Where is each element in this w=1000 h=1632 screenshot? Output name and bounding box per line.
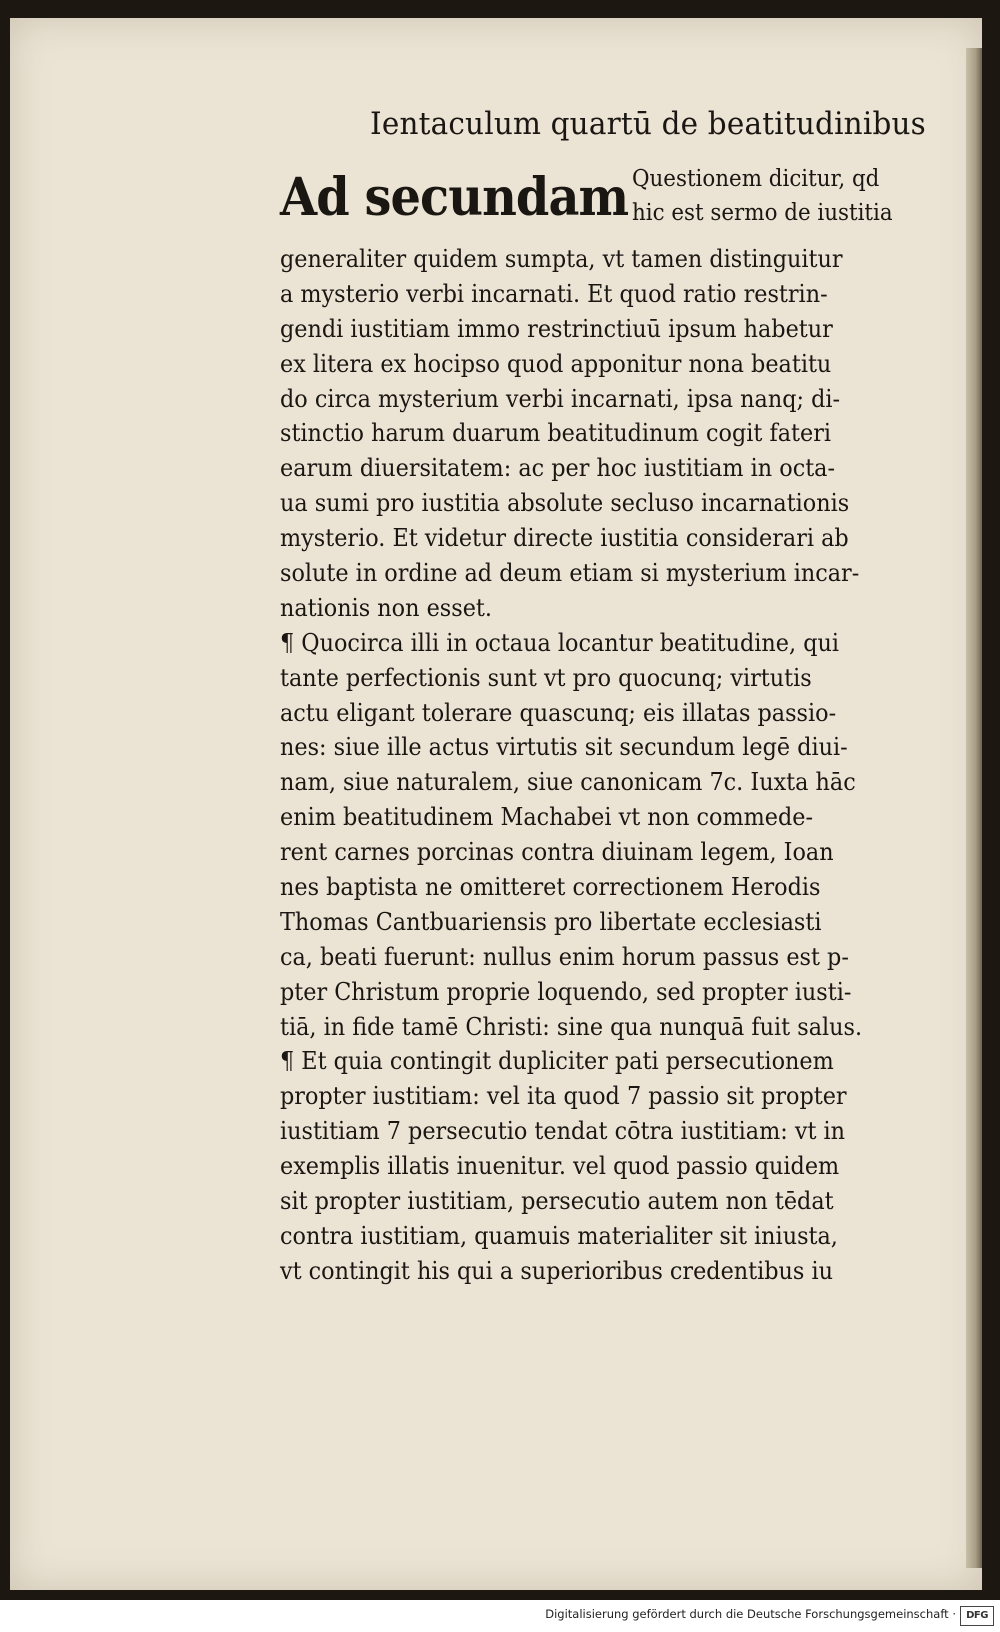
text-line: nationis non esset. [280, 593, 492, 622]
text-line: stinctio harum duarum beatitudinum cogit fateri [280, 419, 832, 448]
text-line: Questionem dicitur, qd [632, 166, 880, 192]
text-line: tiā, in fide tamē Christi: sine qua nunquā fuit salus. [280, 1012, 863, 1041]
text-line: earum diuersitatem: ac per hoc iustitiam in octa- [280, 454, 836, 483]
text-line: ua sumi pro iustitia absolute secluso incarnationis [280, 489, 850, 518]
footer-bar [0, 1600, 1000, 1632]
text-line: hic est sermo de iustitia [632, 200, 893, 226]
text-line: actu eligant tolerare quascunq; eis illatas passio- [280, 698, 837, 727]
initial-side-lines [632, 162, 982, 230]
text-line: a mysterio verbi incarnati. Et quod ratio restrin- [280, 279, 828, 308]
text-line: nes: siue ille actus virtutis sit secundum legē diui- [280, 733, 848, 762]
text-line: ex litera ex hocipso quod apponitur nona beatitu [280, 349, 832, 378]
text-line: generaliter quidem sumpta, vt tamen distinguitur [280, 245, 843, 273]
text-line: exemplis illatis inuenitur. vel quod passio quidem [280, 1152, 840, 1181]
text-line: solute in ordine ad deum etiam si mysterium incar- [280, 559, 860, 588]
text-line: ¶ Quocirca illi in octaua locantur beatitudine, qui [280, 628, 840, 657]
text-line: tante perfectionis sunt vt pro quocunq; virtutis [280, 663, 812, 692]
text-line: Thomas Cantbuariensis pro libertate ecclesiasti [280, 907, 822, 936]
text-line: nam, siue naturalem, siue canonicam 7c. Iuxta hāc [280, 768, 856, 797]
initial-heading: Ad secundam [280, 167, 629, 228]
book-page [10, 18, 982, 1590]
text-line: pter Christum proprie loquendo, sed propter iusti- [280, 977, 852, 1006]
funding-credit: Digitalisierung gefördert durch die Deutsche Forschungsgemeinschaft · [545, 1607, 956, 1621]
text-line: ca, beati fuerunt: nullus enim horum passus est p- [280, 942, 849, 971]
text-line: contra iustitiam, quamuis materialiter sit iniusta, [280, 1221, 838, 1250]
text-line: ¶ Et quia contingit dupliciter pati persecutionem [280, 1047, 834, 1076]
text-line: enim beatitudinem Machabei vt non commede- [280, 803, 814, 832]
text-line: vt contingit his qui a superioribus credentibus iu [280, 1256, 834, 1285]
body-text [280, 242, 970, 1289]
text-line: gendi iustitiam immo restrinctiuū ipsum habetur [280, 314, 833, 343]
text-line: mysterio. Et videtur directe iustitia considerari ab [280, 524, 849, 553]
text-line: do circa mysterium verbi incarnati, ipsa nanq; di- [280, 384, 841, 413]
opening-section [280, 158, 1000, 238]
text-line: sit propter iustitiam, persecutio autem non tēdat [280, 1187, 834, 1216]
text-line: rent carnes porcinas contra diuinam legem, Ioan [280, 838, 834, 867]
text-line: iustitiam 7 persecutio tendat cōtra iustitiam: vt in [280, 1117, 846, 1146]
dfg-logo[interactable]: DFG [960, 1606, 994, 1626]
text-line: propter iustitiam: vel ita quod 7 passio sit propter [280, 1082, 847, 1111]
running-head: Ientaculum quartū de beatitudinibus [370, 106, 926, 142]
text-line: nes baptista ne omitteret correctionem Herodis [280, 873, 821, 902]
